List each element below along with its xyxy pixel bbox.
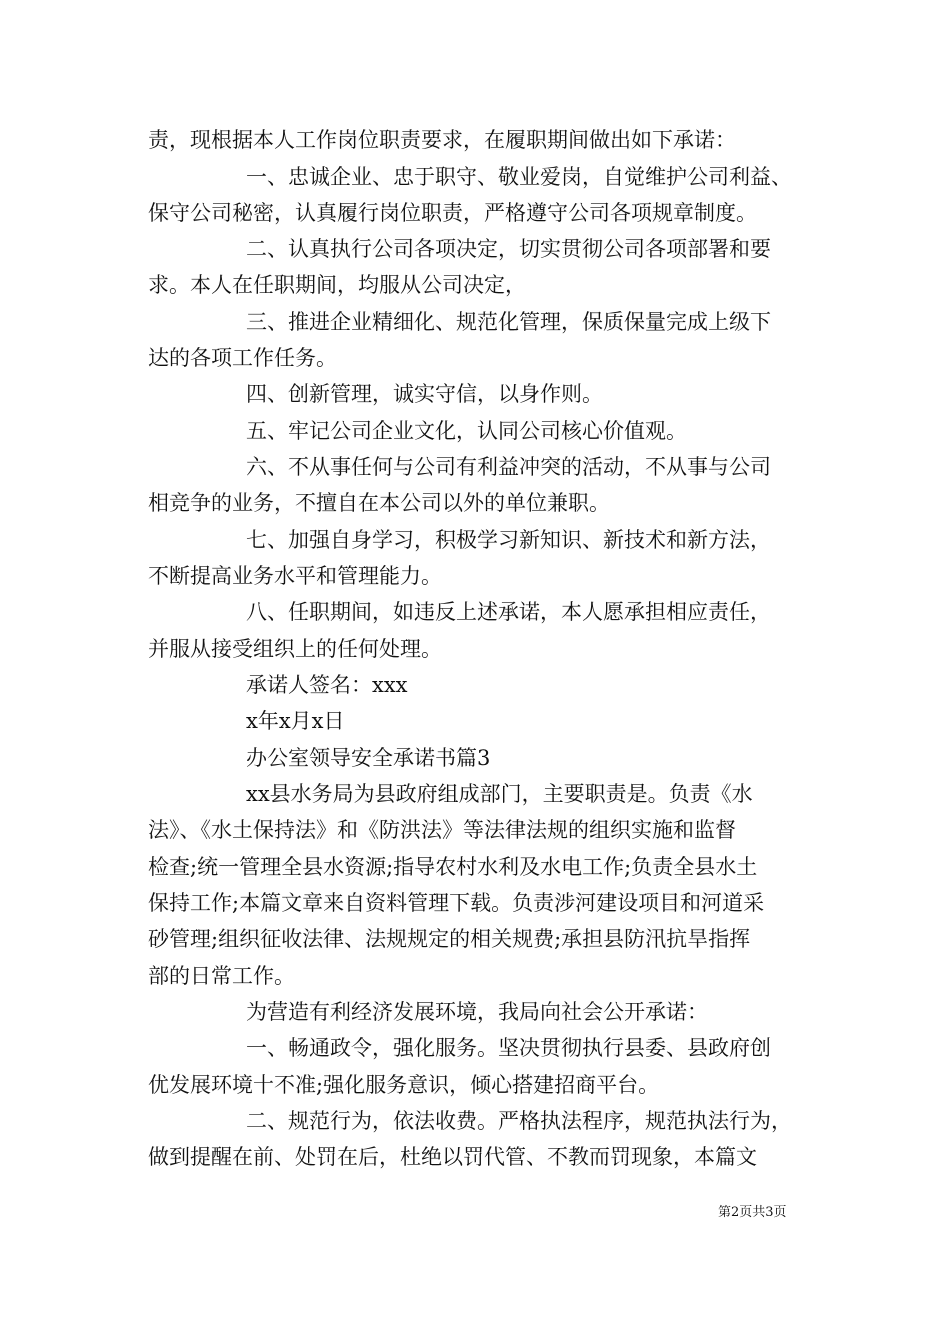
body-line: 法》、《水土保持法》和《防洪法》等法律法规的组织实施和监督 — [148, 818, 736, 842]
body-line: 二、认真执行公司各项决定，切实贯彻公司各项部署和要 — [246, 237, 771, 261]
body-line: 部的日常工作。 — [148, 964, 295, 988]
body-line: 五、牢记公司企业文化，认同公司核心价值观。 — [246, 419, 687, 443]
body-line: 做到提醒在前、处罚在后，杜绝以罚代管、不教而罚现象，本篇文 — [148, 1145, 757, 1169]
page-number: 第2页共3页 — [718, 1205, 787, 1220]
body-line: 保守公司秘密，认真履行岗位职责，严格遵守公司各项规章制度。 — [148, 201, 757, 225]
section-heading: 办公室领导安全承诺书篇3 — [246, 746, 491, 770]
body-line: 不断提高业务水平和管理能力。 — [148, 564, 442, 588]
body-line: 二、规范行为，依法收费。严格执法程序，规范执法行为， — [246, 1109, 792, 1133]
body-line: 保持工作;本篇文章来自资料管理下载。负责涉河建设项目和河道采 — [148, 891, 765, 915]
body-line: 六、不从事任何与公司有利益冲突的活动，不从事与公司 — [246, 455, 771, 479]
body-line: 并服从接受组织上的任何处理。 — [148, 637, 442, 661]
body-line: 相竞争的业务，不擅自在本公司以外的单位兼职。 — [148, 491, 610, 515]
body-line: 四、创新管理，诚实守信，以身作则。 — [246, 382, 603, 406]
body-line: 求。本人在任职期间，均服从公司决定， — [148, 273, 526, 297]
body-line: 一、畅通政令，强化服务。坚决贯彻执行县委、县政府创 — [246, 1036, 771, 1060]
date-line: x年x月x日 — [246, 709, 345, 733]
body-line: 达的各项工作任务。 — [148, 346, 337, 370]
body-line: 砂管理;组织征收法律、法规规定的相关规费;承担县防汛抗旱指挥 — [148, 927, 751, 951]
body-line: 检查;统一管理全县水资源;指导农村水利及水电工作;负责全县水土 — [148, 855, 758, 879]
signature-line: 承诺人签名：xxx — [246, 673, 408, 697]
body-line: 一、忠诚企业、忠于职守、敬业爱岗，自觉维护公司利益、 — [246, 165, 792, 189]
body-line: 八、任职期间，如违反上述承诺，本人愿承担相应责任， — [246, 600, 771, 624]
body-line: 七、加强自身学习，积极学习新知识、新技术和新方法， — [246, 528, 771, 552]
body-line: xx县水务局为县政府组成部门，主要职责是。负责《水 — [246, 782, 753, 806]
body-line: 为营造有利经济发展环境，我局向社会公开承诺： — [246, 1000, 708, 1024]
body-line: 责，现根据本人工作岗位职责要求，在履职期间做出如下承诺： — [148, 128, 736, 152]
body-line: 三、推进企业精细化、规范化管理，保质保量完成上级下 — [246, 310, 771, 334]
body-line: 优发展环境十不准;强化服务意识，倾心搭建招商平台。 — [148, 1073, 660, 1097]
